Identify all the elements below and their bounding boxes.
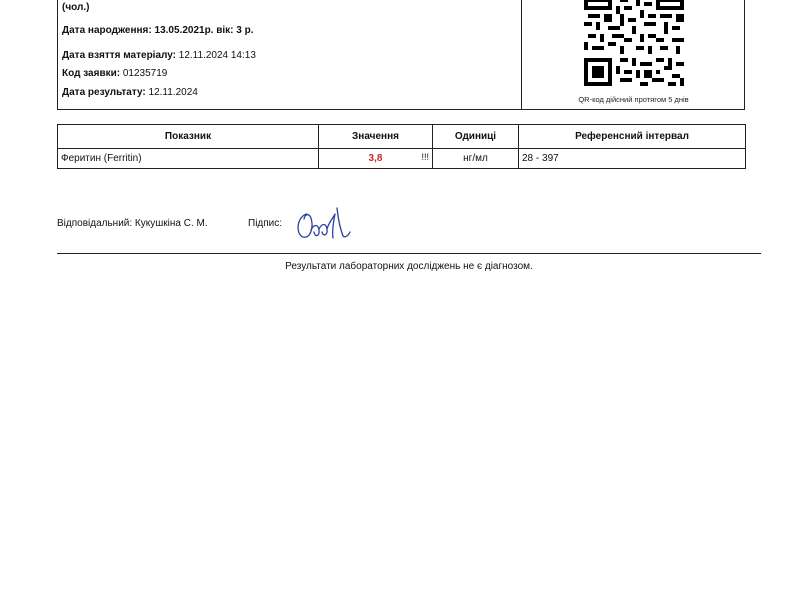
collection-date — [62, 50, 256, 61]
dob-label: Дата народження: — [62, 25, 152, 36]
qr-code-icon — [584, 0, 684, 86]
order-code — [62, 68, 167, 79]
abnormal-flag: !!! — [421, 152, 429, 162]
results-table — [57, 124, 746, 169]
collected-label: Дата взяття матеріалу: — [62, 50, 176, 61]
patient-gender: (чол.) — [62, 2, 90, 13]
responsible-person: Відповідальний: Кукушкіна С. М. — [57, 218, 208, 229]
disclaimer-text: Результати лабораторних досліджень не є діагнозом. — [285, 261, 533, 272]
unit-cell: нг/мл — [433, 149, 519, 169]
patient-details — [58, 0, 522, 109]
signature-icon — [293, 204, 355, 244]
table-header-row — [58, 125, 746, 149]
value-cell — [319, 149, 433, 169]
indicator-name: Феритин (Ferritin) — [58, 149, 319, 169]
result-value-number: 3,8 — [368, 153, 383, 164]
footer-divider — [57, 253, 761, 254]
qr-caption: QR-код дійсний протягом 5 днів — [578, 95, 689, 104]
header-value: Значення — [319, 125, 433, 149]
date-of-birth — [62, 25, 254, 36]
order-value: 01235719 — [122, 68, 168, 79]
result-value: 12.11.2024 — [148, 87, 198, 98]
header-reference: Референсний інтервал — [519, 125, 746, 149]
collected-value: 12.11.2024 14:13 — [178, 50, 256, 61]
signature-label: Підпис: — [248, 218, 283, 229]
result-date — [62, 87, 198, 98]
header-indicator: Показник — [58, 125, 319, 149]
header-units: Одиниці — [433, 125, 519, 149]
dob-value: 13.05.2021р. вік: 3 р. — [154, 25, 254, 36]
order-label: Код заявки: — [62, 68, 121, 79]
table-row — [58, 149, 746, 169]
qr-area — [522, 0, 745, 109]
patient-info-box — [57, 0, 745, 110]
reference-cell: 28 - 397 — [519, 149, 746, 169]
result-label: Дата результату: — [62, 87, 146, 98]
